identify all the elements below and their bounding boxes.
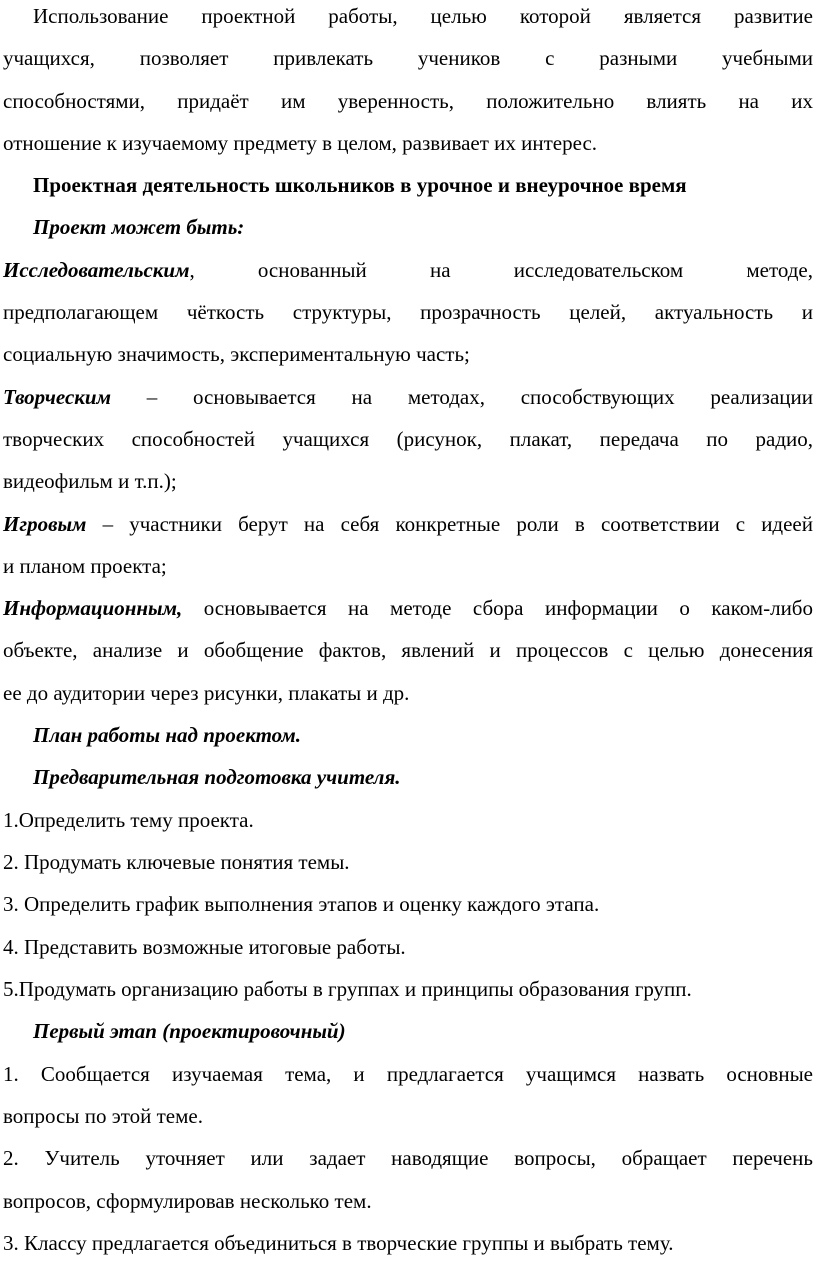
stage1-item-2-line-1: 2. Учитель уточняет или задает наводящие вопросы, обращает перечень [3, 1146, 813, 1170]
prep-title: Предварительная подготовка учителя. [33, 765, 401, 789]
prep-item-1: 1.Определить тему проекта. [3, 808, 254, 832]
stage1-item-2-line-2: вопросов, сформулировав несколько тем. [3, 1189, 372, 1213]
prep-item-4: 4. Представить возможные итоговые работы. [3, 935, 406, 959]
prep-item-5: 5.Продумать организацию работы в группах и принципы образования групп. [3, 977, 692, 1001]
prep-item-3: 3. Определить график выполнения этапов и оценку каждого этапа. [3, 892, 600, 916]
creative-type-line-3: видеофильм и т.п.); [3, 469, 177, 493]
info-type-line-2: объекте, анализе и обобщение фактов, явлений и процессов с целью донесения [3, 638, 813, 662]
creative-term: Творческим [3, 385, 111, 409]
game-type-line-2: и планом проекта; [3, 554, 167, 578]
section-heading: Проектная деятельность школьников в урочное и внеурочное время [33, 173, 687, 197]
research-type-line-2: предполагающем чёткость структуры, прозрачность целей, актуальность и [3, 300, 813, 324]
creative-text-1: – основывается на методах, способствующих реализации [111, 385, 813, 409]
research-type-line-3: социальную значимость, экспериментальную часть; [3, 342, 470, 366]
prep-item-2: 2. Продумать ключевые понятия темы. [3, 850, 350, 874]
stage1-item-1-line-2: вопросы по этой теме. [3, 1104, 203, 1128]
creative-type-line-2: творческих способностей учащихся (рисунок, плакат, передача по радио, [3, 427, 813, 451]
intro-line-2: учащихся, позволяет привлекать учеников с разными учебными [3, 46, 813, 70]
research-text-1: , основанный на исследовательском методе, [189, 258, 813, 282]
info-term: Информационным, [3, 596, 183, 620]
stage1-item-1-line-1: 1. Сообщается изучаемая тема, и предлагается учащимся назвать основные [3, 1062, 813, 1086]
creative-type-line-1 [3, 385, 813, 409]
game-term: Игровым [3, 512, 87, 536]
intro-line-4: отношение к изучаемому предмету в целом, развивает их интерес. [3, 131, 598, 155]
research-term: Исследовательским [3, 258, 190, 282]
plan-title: План работы над проектом. [33, 723, 301, 747]
intro-line-3: способностями, придаёт им уверенность, положительно влиять на их [3, 89, 813, 113]
game-text-1: – участники берут на себя конкретные роли в соответствии с идеей [86, 512, 813, 536]
project-types-subheading: Проект может быть: [33, 215, 245, 239]
info-text-1: основывается на методе сбора информации о каком-либо [182, 596, 813, 620]
info-type-line-1 [3, 596, 813, 620]
stage1-item-3-line-1: 3. Классу предлагается объединиться в творческие группы и выбрать тему. [3, 1231, 674, 1255]
game-type-line-1 [3, 512, 813, 536]
intro-line-1: Использование проектной работы, целью которой является развитие [33, 4, 813, 28]
info-type-line-3: ее до аудитории через рисунки, плакаты и др. [3, 681, 410, 705]
research-type-line-1 [3, 258, 813, 282]
stage1-title: Первый этап (проектировочный) [33, 1019, 346, 1043]
